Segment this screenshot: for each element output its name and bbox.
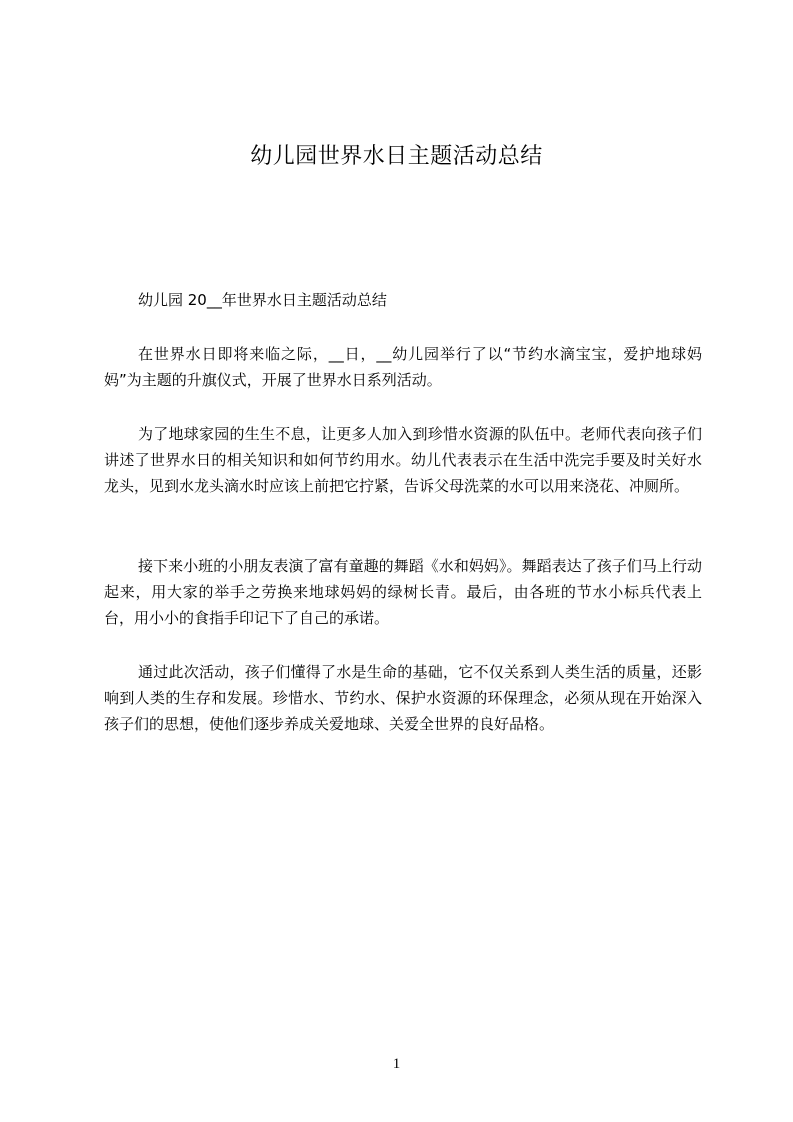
document-title: 幼儿园世界水日主题活动总结 xyxy=(250,144,543,169)
document-subtitle: 幼儿园 20__年世界水日主题活动总结 xyxy=(138,291,387,309)
paragraph-1: 在世界水日即将来临之际，__日，__幼儿园举行了以“节约水滴宝宝，爱护地球妈妈”为主题的升旗仪式，开展了世界水日系列活动。 xyxy=(104,345,702,389)
paragraph-4: 通过此次活动，孩子们懂得了水是生命的基础，它不仅关系到人类生活的质量，还影响到人类的生存和发展。珍惜水、节约水、保护水资源的环保理念，必须从现在开始深入孩子们的思想，使他们逐步养成关爱地球、关爱全世界的良好品格。 xyxy=(104,663,702,733)
paragraph-2: 为了地球家园的生生不息，让更多人加入到珍惜水资源的队伍中。老师代表向孩子们讲述了世界水日的相关知识和如何节约用水。幼儿代表表示在生活中洗完手要及时关好水龙头，见到水龙头滴水时应该上前把它拧紧，告诉父母洗菜的水可以用来浇花、冲厕所。 xyxy=(104,425,702,495)
page-number: 1 xyxy=(392,1056,401,1072)
paragraph-3: 接下来小班的小朋友表演了富有童趣的舞蹈《水和妈妈》。舞蹈表达了孩子们马上行动起来，用大家的举手之劳换来地球妈妈的绿树长青。最后，由各班的节水小标兵代表上台，用小小的食指手印记下了自己的承诺。 xyxy=(104,557,702,627)
